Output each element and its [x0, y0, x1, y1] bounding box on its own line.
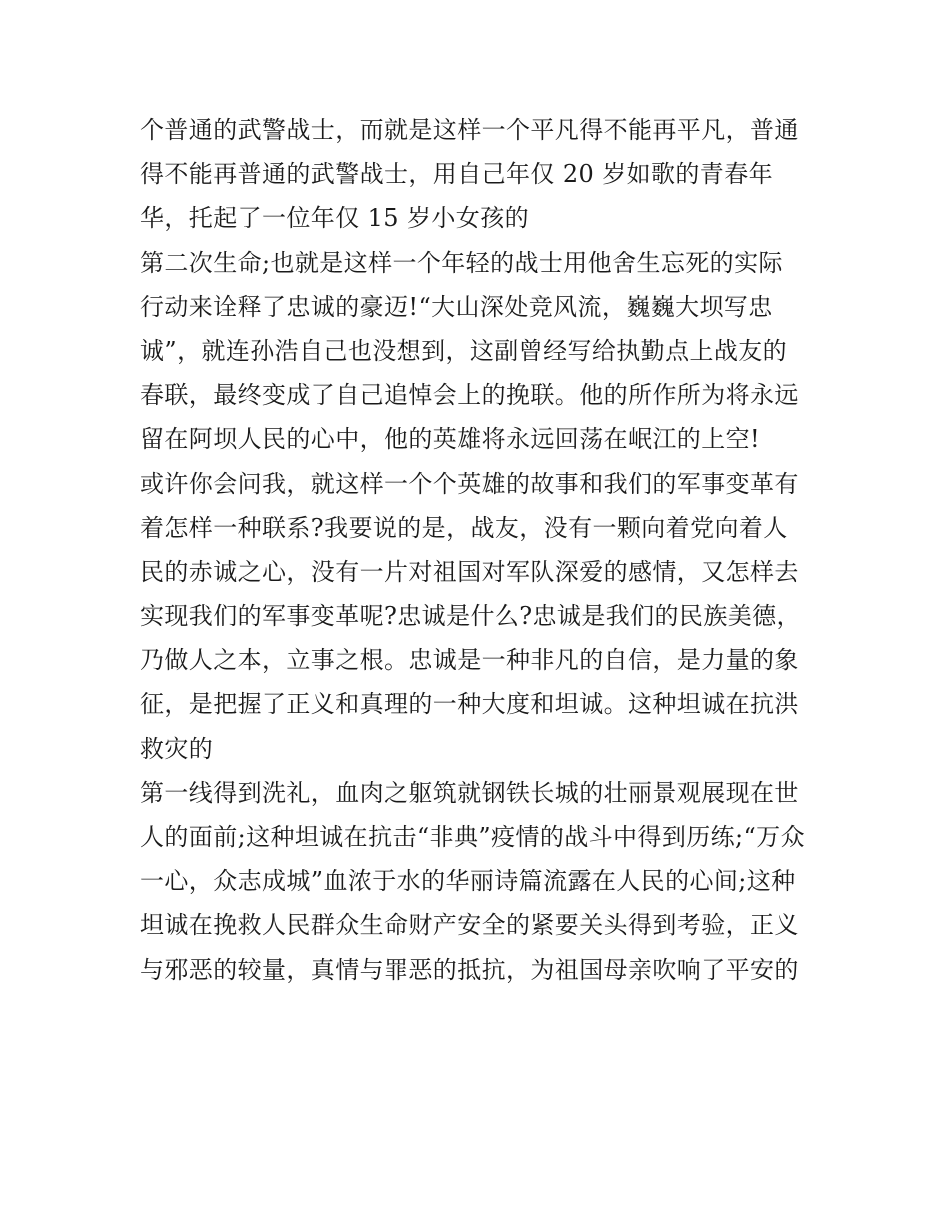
- text-line: 乃做人之本，立事之根。忠诚是一种非凡的自信，是力量的象: [140, 646, 799, 675]
- text-line: 个普通的武警战士，而就是这样一个平凡得不能再平凡，普通: [140, 116, 799, 144]
- text-line: 人的面前;这种坦诚在抗击“非典”疫情的战斗中得到历练;“万众: [140, 823, 805, 851]
- text-line: 第一线得到洗礼，血肉之躯筑就钢铁长城的壮丽景观展现在世: [140, 778, 799, 807]
- text-line: 华，托起了一位年仅 15 岁小女孩的: [140, 204, 529, 233]
- text-line: 或许你会问我，就这样一个个英雄的故事和我们的军事变革有: [140, 469, 799, 498]
- text-line: 着怎样一种联系?我要说的是，战友，没有一颗向着党向着人: [140, 513, 788, 542]
- text-line: 救灾的: [140, 734, 214, 763]
- text-line: 得不能再普通的武警战士，用自己年仅 20 岁如歌的青春年: [140, 160, 773, 189]
- text-line: 坦诚在挽救人民群众生命财产安全的紧要关头得到考验，正义: [140, 911, 799, 940]
- text-line: 诚”，就连孙浩自己也没想到，这副曾经写给执勤点上战友的: [140, 336, 788, 365]
- text-line: 征，是把握了正义和真理的一种大度和坦诚。这种坦诚在抗洪: [140, 690, 799, 719]
- text-line: 春联，最终变成了自己追悼会上的挽联。他的所作所为将永远: [140, 381, 799, 410]
- text-line: 留在阿坝人民的心中，他的英雄将永远回荡在岷江的上空!: [140, 425, 761, 454]
- text-line: 行动来诠释了忠诚的豪迈!“大山深处竞风流，巍巍大坝写忠: [140, 292, 773, 321]
- body-text: [140, 108, 820, 992]
- text-line: 一心，众志成城”血浓于水的华丽诗篇流露在人民的心间;这种: [140, 867, 796, 896]
- text-line: 实现我们的军事变革呢?忠诚是什么?忠诚是我们的民族美德，: [140, 602, 801, 631]
- text-line: 第二次生命;也就是这样一个年轻的战士用他舍生忘死的实际: [140, 248, 783, 277]
- text-line: 民的赤诚之心，没有一片对祖国对军队深爱的感情，又怎样去: [140, 557, 799, 586]
- text-line: 与邪恶的较量，真情与罪恶的抵抗，为祖国母亲吹响了平安的: [140, 955, 799, 984]
